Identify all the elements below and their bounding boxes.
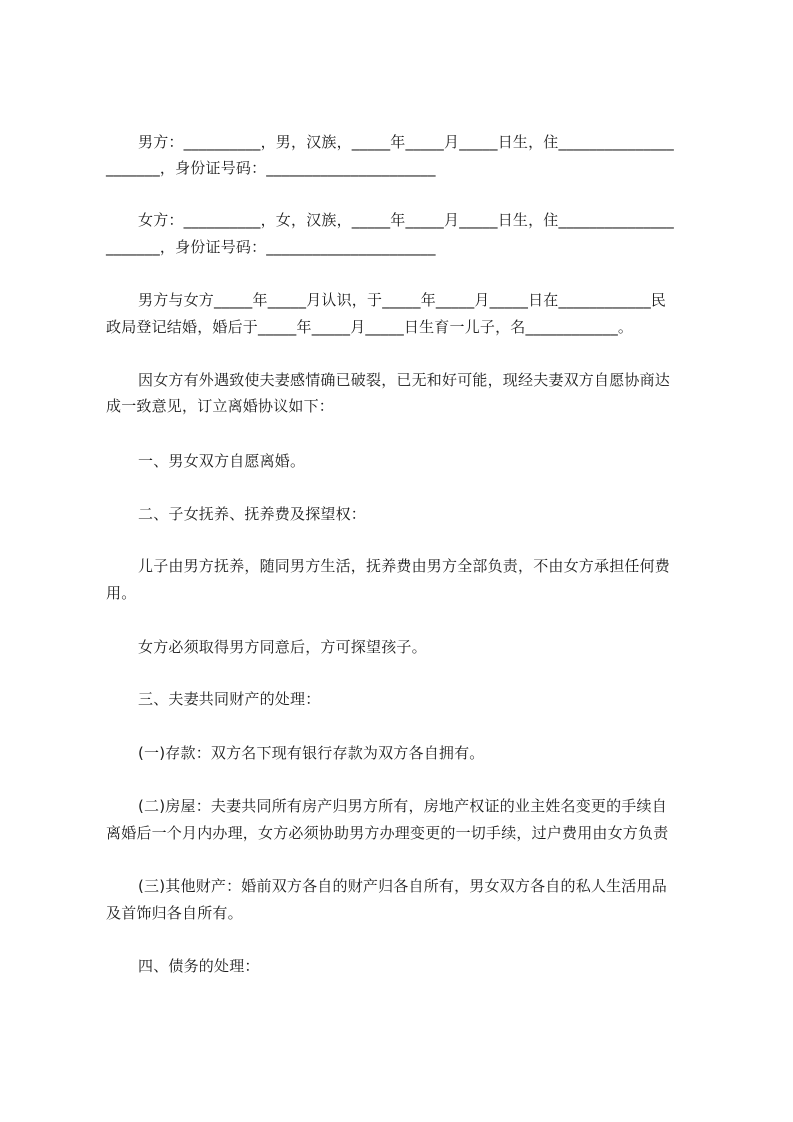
clause-2-heading: 二、子女抚养、抚养费及探望权：: [138, 505, 367, 523]
child-custody-line-1: 儿子由男方抚养，随同男方生活，抚养费由男方全部负责，不由女方承担任何费: [138, 557, 671, 575]
female-party-info-line-1: 女方：__________，女，汉族，_____年_____月_____日生，住_______________: [138, 211, 675, 229]
marriage-history-line-1: 男方与女方_____年_____月认识，于_____年_____月_____日在____________民: [138, 291, 667, 309]
clause-4-heading: 四、债务的处理：: [138, 957, 260, 975]
savings: (一)存款：双方名下现有银行存款为双方各自拥有。: [138, 744, 485, 762]
child-custody-line-2: 用。: [106, 584, 137, 602]
house-line-2: 离婚后一个月内办理，女方必须协助男方办理变更的一切手续，过户费用由女方负责: [106, 824, 669, 842]
marriage-history-line-2: 政局登记结婚，婚后于_____年_____月_____日生育一儿子，名____________。: [106, 318, 634, 336]
other-property-line-2: 及首饰归各自所有。: [106, 904, 243, 922]
divorce-reason-line-1: 因女方有外遇致使夫妻感情确已破裂，已无和好可能，现经夫妻双方自愿协商达: [138, 371, 671, 389]
house-line-1: (二)房屋：夫妻共同所有房产归男方所有，房地产权证的业主姓名变更的手续自: [138, 797, 667, 815]
divorce-reason-line-2: 成一致意见，订立离婚协议如下：: [106, 397, 335, 415]
male-party-info-line-2: _______，身份证号码：______________________: [106, 159, 436, 177]
male-party-info-line-1: 男方：__________，男，汉族，_____年_____月_____日生，住_______________: [138, 133, 675, 151]
female-party-info-line-2: _______，身份证号码：______________________: [106, 238, 436, 256]
visitation: 女方必须取得男方同意后，方可探望孩子。: [138, 638, 427, 656]
clause-3-heading: 三、夫妻共同财产的处理：: [138, 690, 321, 708]
other-property-line-1: (三)其他财产：婚前双方各自的财产归各自所有，男女双方各自的私人生活用品: [138, 877, 667, 895]
clause-1: 一、男女双方自愿离婚。: [138, 452, 306, 470]
